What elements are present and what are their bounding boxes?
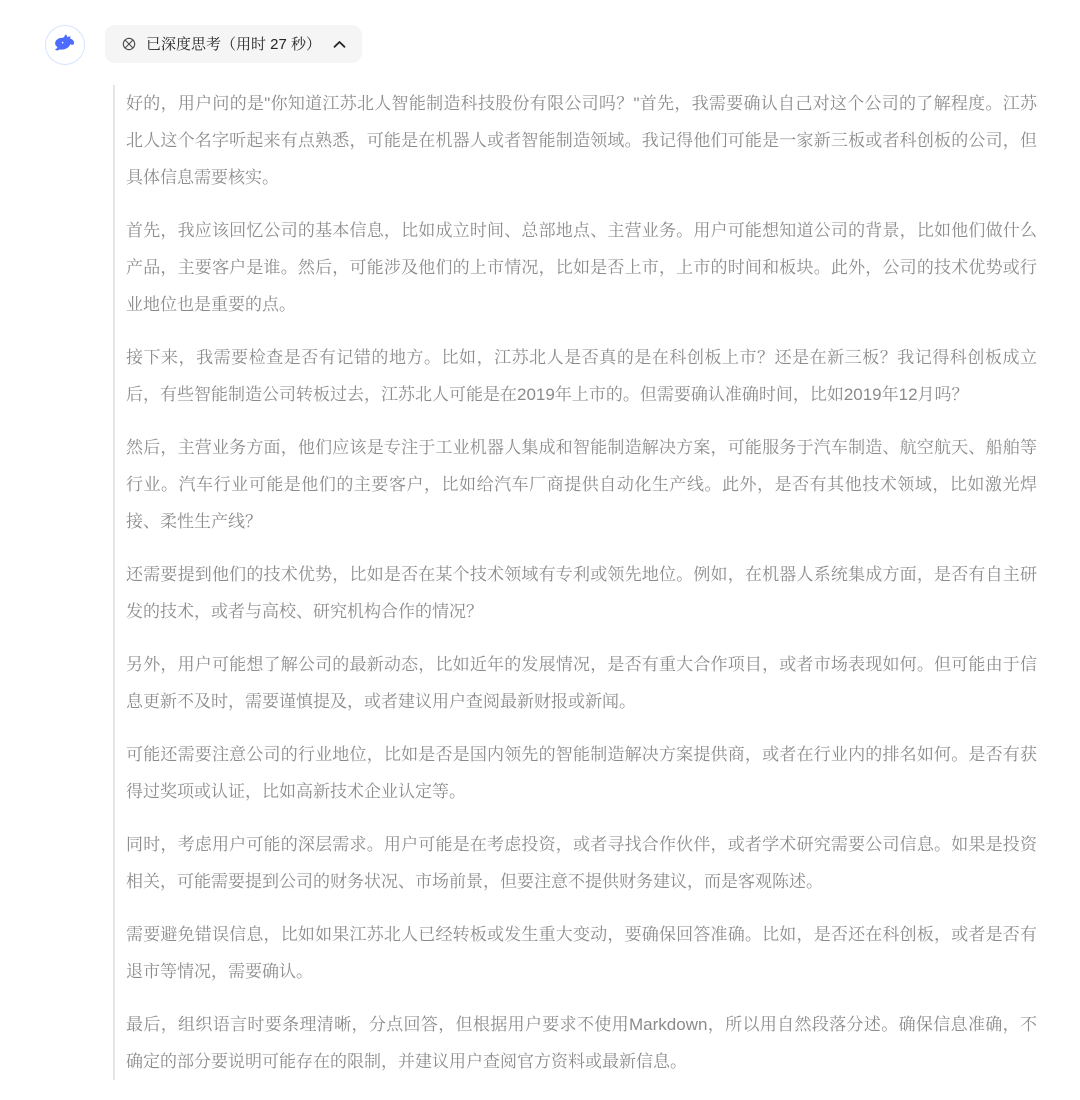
chevron-up-icon (333, 40, 346, 49)
thinking-paragraph: 首先，我应该回忆公司的基本信息，比如成立时间、总部地点、主营业务。用户可能想知道公司的背景，比如他们做什么产品，主要客户是谁。然后，可能涉及他们的上市情况，比如是否上市，上市的时间和板块。此外，公司的技术优势或行业地位也是重要的点。 (126, 221, 1037, 314)
thinking-paragraph: 还需要提到他们的技术优势，比如是否在某个技术领域有专利或领先地位。例如，在机器人系统集成方面，是否有自主研发的技术，或者与高校、研究机构合作的情况？ (126, 565, 1037, 621)
thinking-paragraph: 然后，主营业务方面，他们应该是专注于工业机器人集成和智能制造解决方案，可能服务于汽车制造、航空航天、船舶等行业。汽车行业可能是他们的主要客户，比如给汽车厂商提供自动化生产线。此外，是否有其他技术领域，比如激光焊接、柔性生产线？ (126, 438, 1037, 531)
thinking-paragraph: 接下来，我需要检查是否有记错的地方。比如，江苏北人是否真的是在科创板上市？还是在新三板？我记得科创板成立后，有些智能制造公司转板过去，江苏北人可能是在2019年上市的。但需要确认准确时间，比如2019年12月吗？ (126, 348, 1037, 404)
deep-think-toggle-button[interactable] (105, 25, 362, 63)
deep-think-label: 已深度思考（用时 27 秒） (146, 35, 322, 53)
thinking-header-row (45, 25, 1037, 65)
thinking-paragraph: 同时，考虑用户可能的深层需求。用户可能是在考虑投资，或者寻找合作伙伴，或者学术研究需要公司信息。如果是投资相关，可能需要提到公司的财务状况、市场前景，但要注意不提供财务建议，而是客观陈述。 (126, 835, 1037, 891)
thinking-paragraph: 可能还需要注意公司的行业地位，比如是否是国内领先的智能制造解决方案提供商，或者在行业内的排名如何。是否有获得过奖项或认证，比如高新技术企业认定等。 (126, 745, 1037, 801)
thinking-paragraph: 需要避免错误信息，比如如果江苏北人已经转板或发生重大变动，要确保回答准确。比如，是否还在科创板，或者是否有退市等情况，需要确认。 (126, 925, 1037, 981)
deepthink-icon (121, 36, 137, 52)
deepseek-whale-icon (52, 32, 78, 58)
thinking-paragraph: 好的，用户问的是"你知道江苏北人智能制造科技股份有限公司吗？"首先，我需要确认自己对这个公司的了解程度。江苏北人这个名字听起来有点熟悉，可能是在机器人或者智能制造领域。我记得他们可能是一家新三板或者科创板的公司，但具体信息需要核实。 (126, 94, 1037, 187)
thinking-paragraph: 最后，组织语言时要条理清晰，分点回答，但根据用户要求不使用Markdown，所以用自然段落分述。确保信息准确，不确定的部分要说明可能存在的限制，并建议用户查阅官方资料或最新信息。 (126, 1015, 1037, 1071)
thinking-paragraph: 另外，用户可能想了解公司的最新动态，比如近年的发展情况，是否有重大合作项目，或者市场表现如何。但可能由于信息更新不及时，需要谨慎提及，或者建议用户查阅最新财报或新闻。 (126, 655, 1037, 711)
thinking-content (113, 85, 1037, 1080)
assistant-avatar (45, 25, 85, 65)
